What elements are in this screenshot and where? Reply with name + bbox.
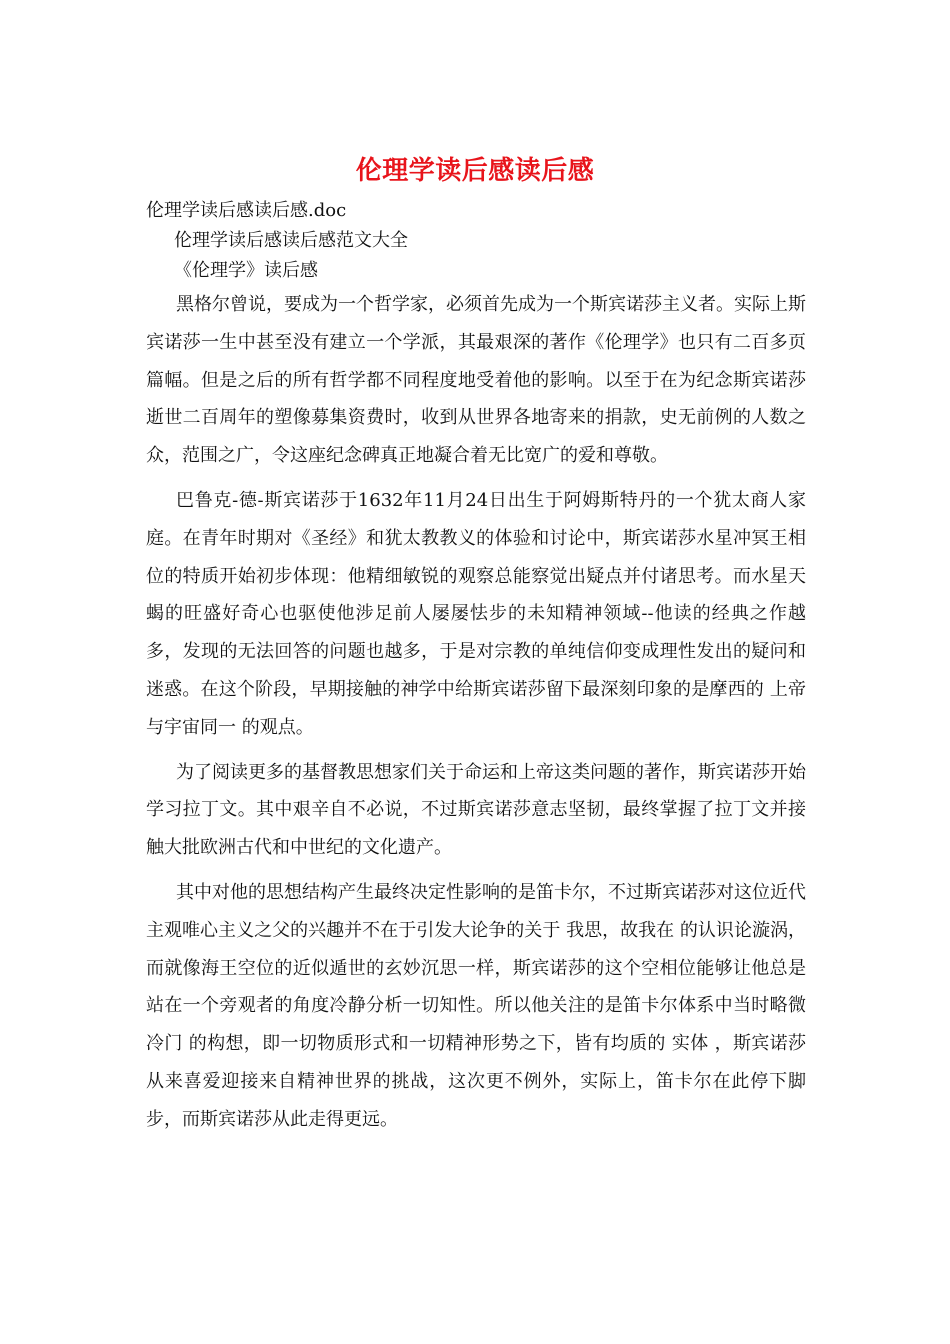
section-heading: 《伦理学》读后感: [174, 260, 318, 281]
document-body: [146, 196, 806, 1146]
document-title: 伦理学读后感读后感: [355, 156, 595, 186]
paragraph: 其中对他的思想结构产生最终决定性影响的是笛卡尔，不过斯宾诺莎对这位近代主观唯心主义之父的兴趣并不在于引发大论争的关于 我思，故我在 的认识论漩涡，而就像海王空位的近似遁世的玄妙沉思一样，斯宾诺莎的这个空相位能够让他总是站在一个旁观者的角度冷静分析一切知性。所以他关注的是笛卡尔体系中当时略微 冷门 的构想，即一切物质形式和一切精神形势之下，皆有均质的 实体 ，斯宾诺莎从来喜爱迎接来自精神世界的挑战，这次更不例外，实际上，笛卡尔在此停下脚步，而斯宾诺莎从此走得更远。: [146, 881, 806, 1130]
subtitle-line: 伦理学读后感读后感范文大全: [174, 230, 408, 251]
filename-line: 伦理学读后感读后感.doc: [146, 200, 347, 221]
paragraph: 黑格尔曾说，要成为一个哲学家，必须首先成为一个斯宾诺莎主义者。实际上斯宾诺莎一生中甚至没有建立一个学派，其最艰深的著作《伦理学》也只有二百多页篇幅。但是之后的所有哲学都不同程度地受着他的影响。以至于在为纪念斯宾诺莎逝世二百周年的塑像募集资费时，收到从世界各地寄来的捐款，史无前例的人数之众，范围之广，令这座纪念碑真正地凝合着无比宽广的爱和尊敬。: [146, 294, 806, 467]
paragraph: 为了阅读更多的基督教思想家们关于命运和上帝这类问题的著作，斯宾诺莎开始学习拉丁文。其中艰辛自不必说，不过斯宾诺莎意志坚韧，最终掌握了拉丁文并接触大批欧洲古代和中世纪的文化遗产。: [146, 761, 806, 859]
paragraph: 巴鲁克-德-斯宾诺莎于1632年11月24日出生于阿姆斯特丹的一个犹太商人家庭。在青年时期对《圣经》和犹太教教义的体验和讨论中，斯宾诺莎水星冲冥王相位的特质开始初步体现：他精细敏锐的观察总能察觉出疑点并付诸思考。而水星天蝎的旺盛好奇心也驱使他涉足前人屡屡怯步的未知精神领域--他读的经典之作越多，发现的无法回答的问题也越多，于是对宗教的单纯信仰变成理性发出的疑问和迷惑。在这个阶段，早期接触的神学中给斯宾诺莎留下最深刻印象的是摩西的 上帝与宇宙同一 的观点。: [146, 489, 806, 738]
